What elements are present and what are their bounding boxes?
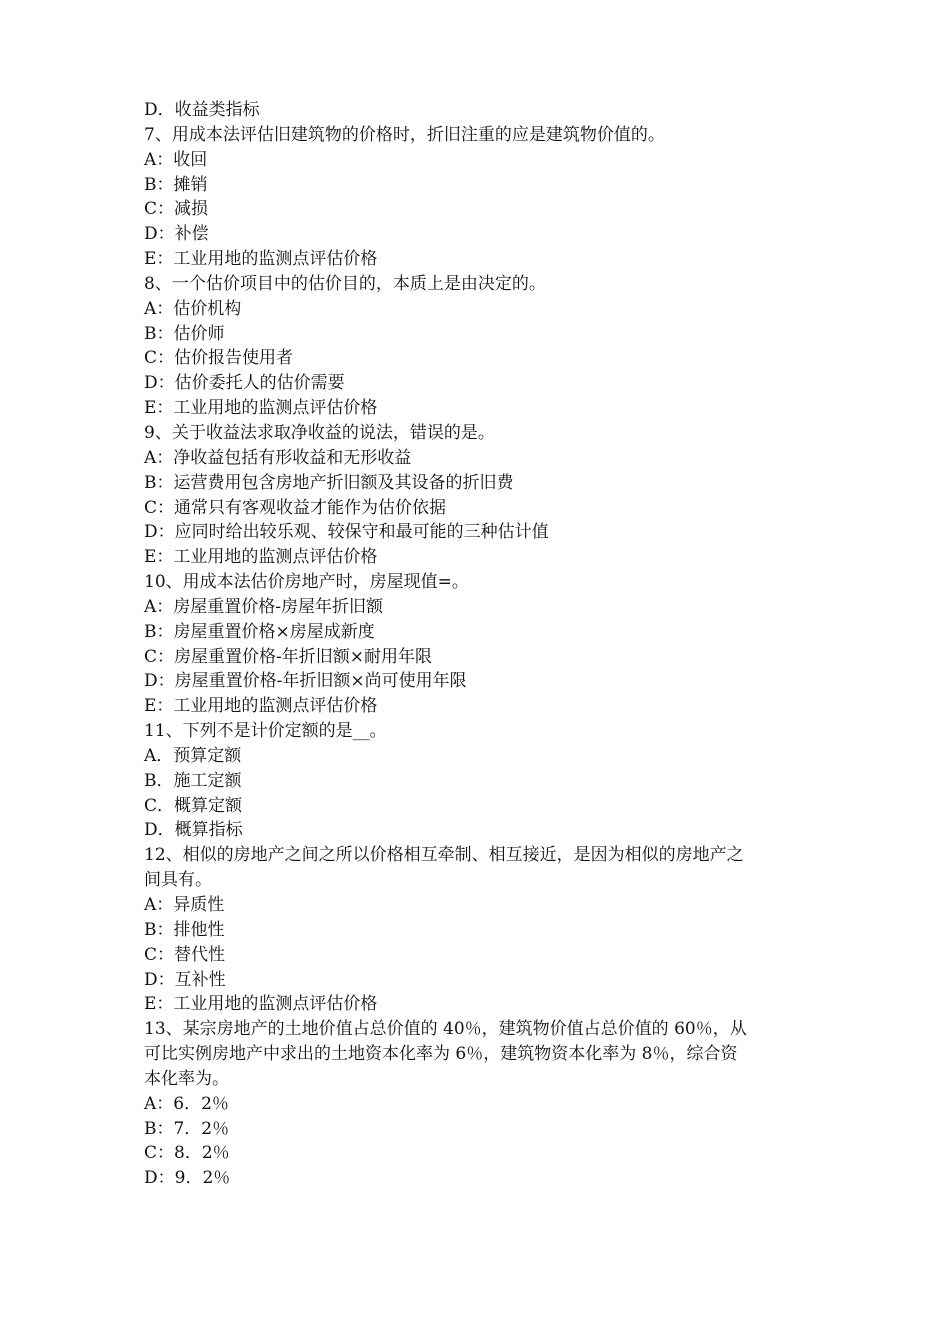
answer-option: C：通常只有客观收益才能作为估价依据	[144, 497, 447, 518]
answer-option: C．概算定额	[144, 795, 243, 816]
answer-option: E：工业用地的监测点评估价格	[144, 547, 378, 568]
answer-option: D：补偿	[144, 224, 209, 245]
answer-option: A：房屋重置价格-房屋年折旧额	[144, 596, 384, 617]
answer-option: B：房屋重置价格×房屋成新度	[144, 621, 375, 642]
answer-option: B：排他性	[144, 919, 225, 940]
answer-option: A：估价机构	[144, 298, 242, 319]
answer-option: E：工业用地的监测点评估价格	[144, 249, 378, 270]
answer-option: E：工业用地的监测点评估价格	[144, 398, 378, 419]
answer-option: C：替代性	[144, 944, 226, 965]
question-text: 7、用成本法评估旧建筑物的价格时，折旧注重的应是建筑物价值的。	[144, 124, 665, 145]
answer-option: B：估价师	[144, 323, 225, 344]
answer-option: D．收益类指标	[144, 100, 260, 120]
answer-option: B．施工定额	[144, 770, 242, 791]
question-text: 10、用成本法估价房地产时，房屋现值=。	[144, 572, 469, 593]
question-text: 13、某宗房地产的土地价值占总价值的 40％，建筑物价值占总价值的 60％，从	[144, 1019, 747, 1040]
answer-option: B：运营费用包含房地产折旧额及其设备的折旧费	[144, 472, 514, 493]
answer-option: B：7．2％	[144, 1118, 230, 1139]
answer-option: D：房屋重置价格-年折旧额×尚可使用年限	[144, 671, 467, 692]
answer-option: C：估价报告使用者	[144, 348, 294, 369]
answer-option: E：工业用地的监测点评估价格	[144, 696, 378, 717]
answer-option: C：8．2％	[144, 1143, 230, 1164]
answer-option: A：收回	[144, 149, 208, 170]
answer-option: A．预算定额	[144, 745, 242, 766]
answer-option: A：异质性	[144, 895, 225, 915]
question-text: 可比实例房地产中求出的土地资本化率为 6％，建筑物资本化率为 8％，综合资	[144, 1044, 738, 1065]
answer-option: D：9．2％	[144, 1168, 231, 1189]
answer-option: C：减损	[144, 199, 209, 220]
question-text: 11、下列不是计价定额的是__。	[144, 721, 387, 742]
answer-option: D：互补性	[144, 969, 226, 990]
answer-option: D：应同时给出较乐观、较保守和最可能的三种估计值	[144, 522, 549, 543]
question-text: 12、相似的房地产之间之所以价格相互牵制、相互接近，是因为相似的房地产之	[144, 845, 744, 866]
answer-option: E：工业用地的监测点评估价格	[144, 994, 378, 1015]
question-text: 本化率为。	[144, 1068, 229, 1089]
answer-option: A：净收益包括有形收益和无形收益	[144, 447, 412, 468]
answer-option: B：摊销	[144, 174, 208, 195]
question-text: 间具有。	[144, 870, 212, 891]
answer-option: C：房屋重置价格-年折旧额×耐用年限	[144, 646, 432, 667]
question-text: 8、一个估价项目中的估价目的，本质上是由决定的。	[144, 273, 546, 294]
answer-option: D．概算指标	[144, 820, 243, 841]
question-text: 9、关于收益法求取净收益的说法，错误的是。	[144, 422, 495, 443]
answer-option: D：估价委托人的估价需要	[144, 373, 345, 394]
document-page	[144, 98, 810, 1191]
answer-option: A：6．2％	[144, 1093, 229, 1114]
